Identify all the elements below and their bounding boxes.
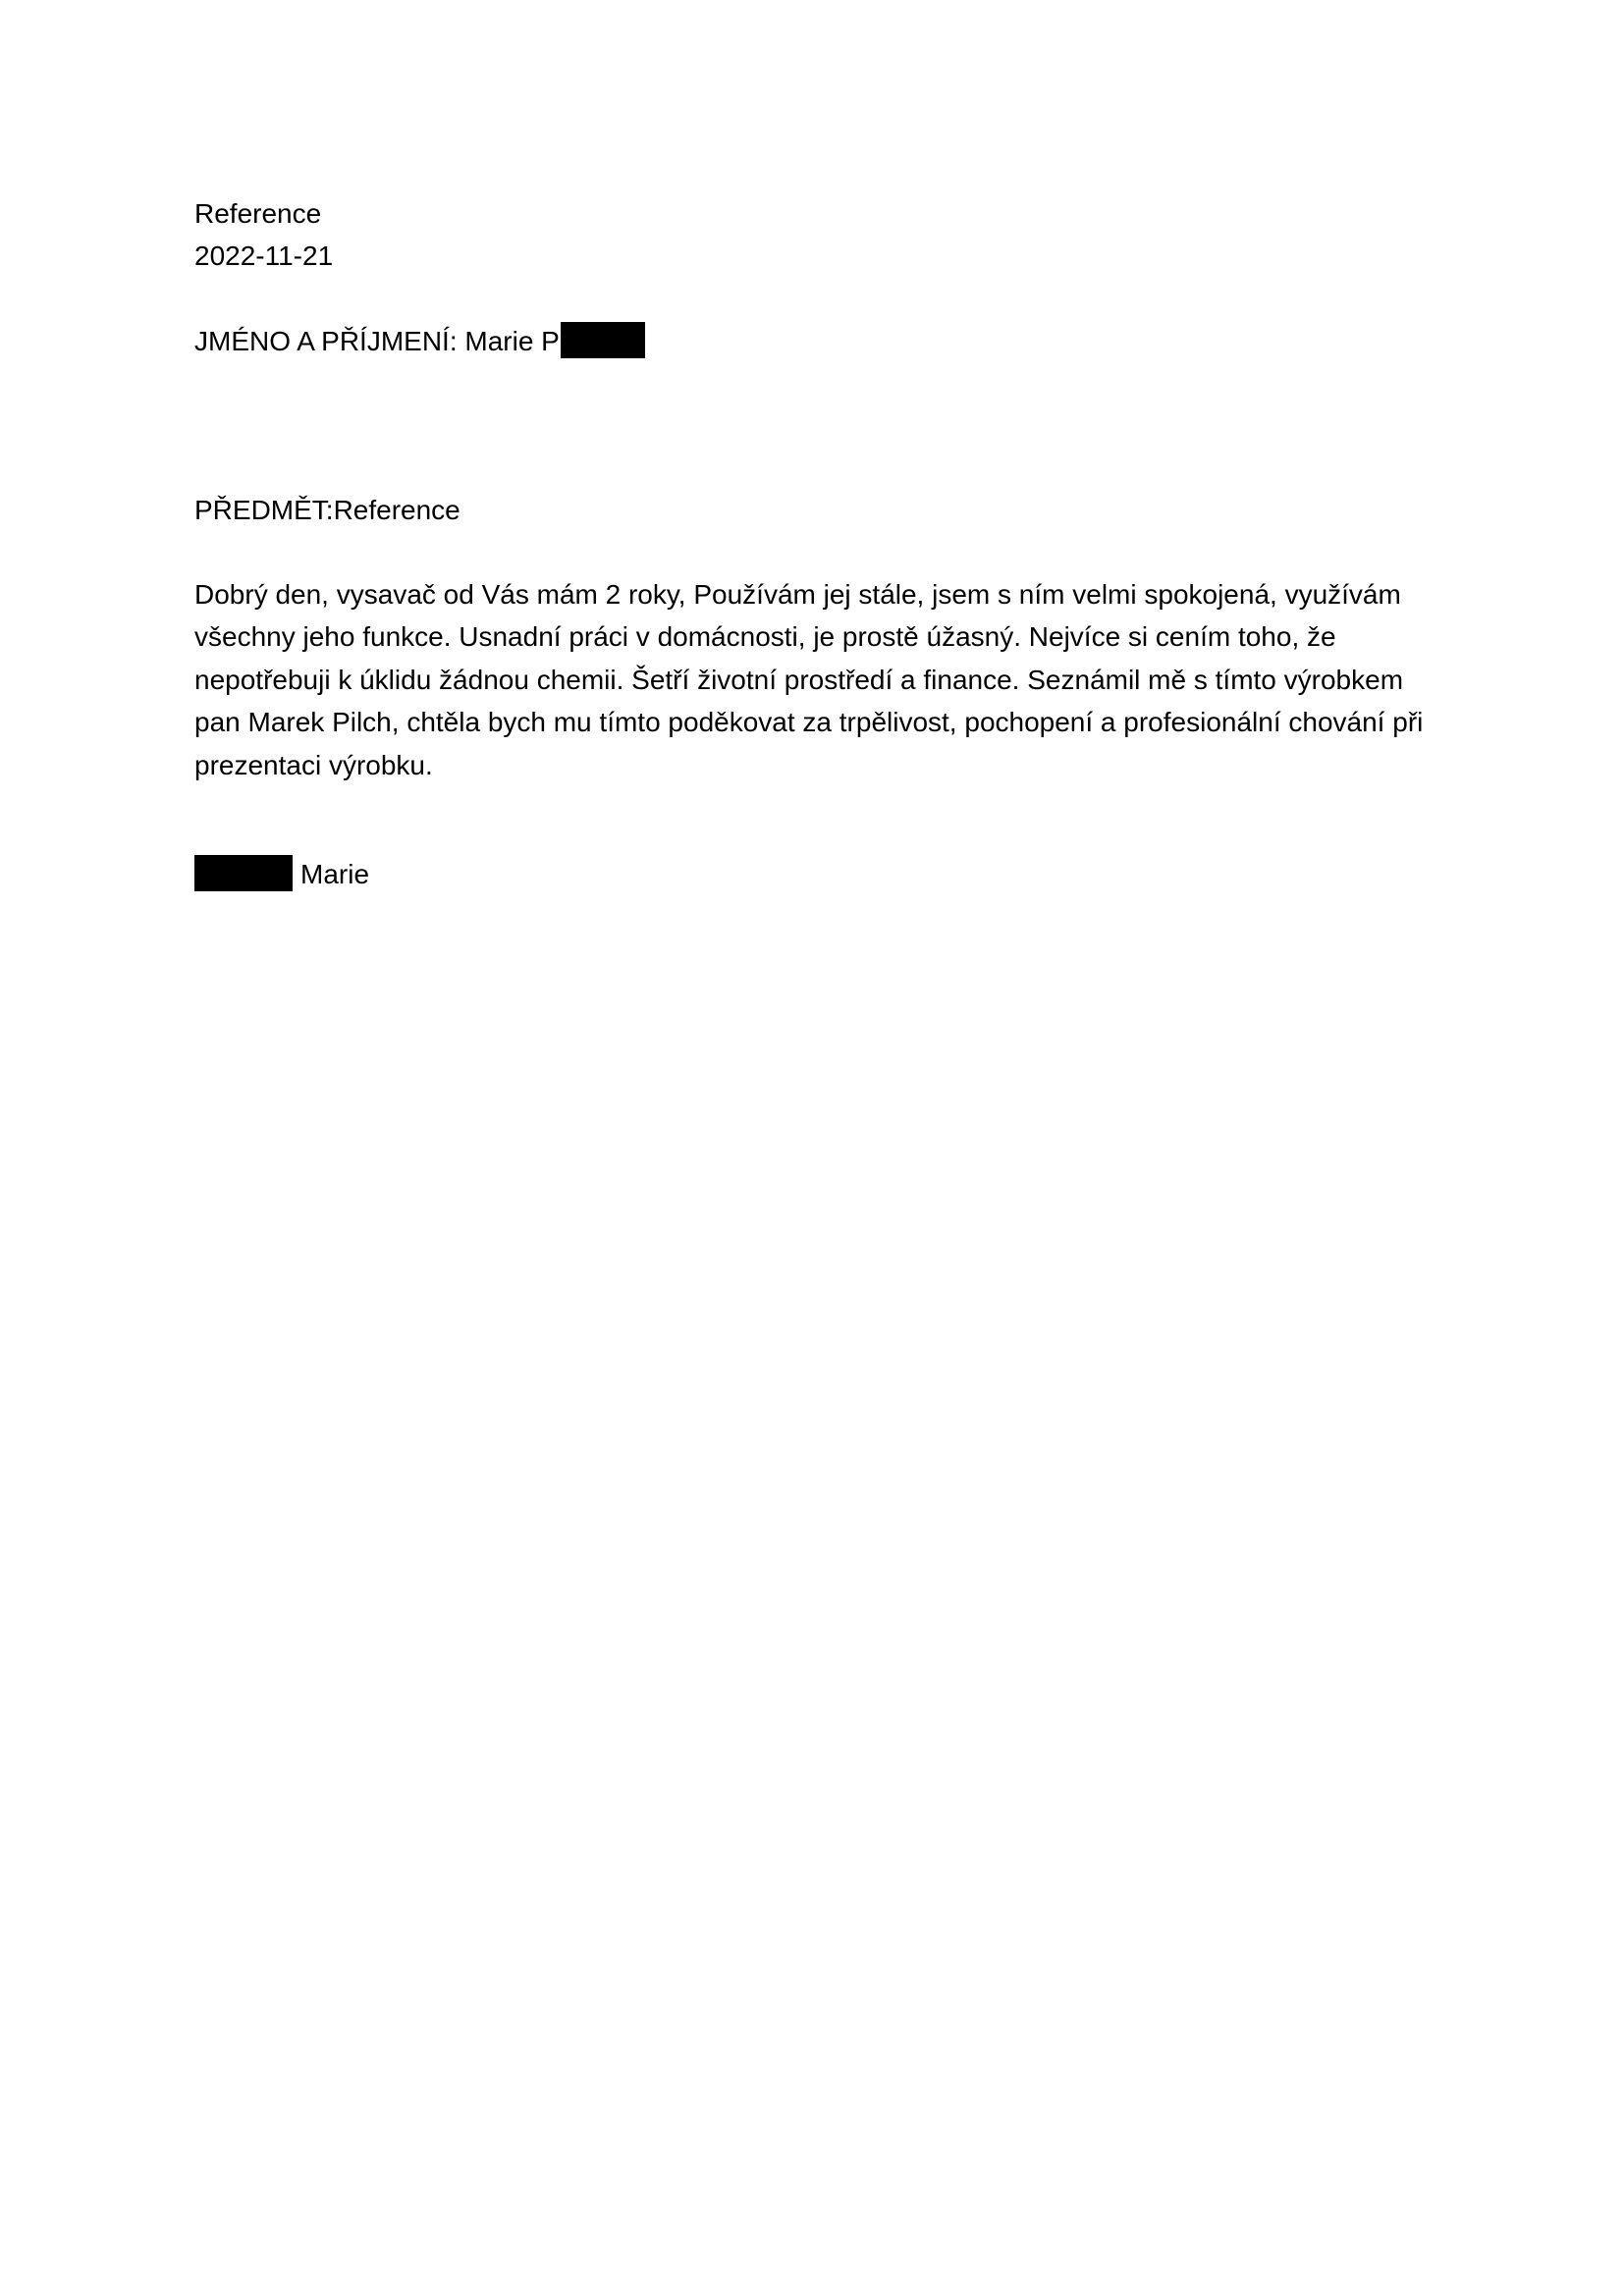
redacted-surname xyxy=(561,322,645,358)
signature xyxy=(194,853,369,895)
body-line: Dobrý den, vysavač od Vás mám 2 roky, Používám jej stále, jsem s ním velmi spokojená, využívám xyxy=(194,579,1401,610)
document-date: 2022-11-21 xyxy=(194,240,334,271)
body-line: nepotřebuji k úklidu žádnou chemii. Šetří životní prostředí a finance. Seznámil mě s tímto výrobkem xyxy=(194,664,1404,695)
body-line: prezentaci výrobku. xyxy=(194,749,433,780)
body-line: všechny jeho funkce. Usnadní práci v domácnosti, je prostě úžasný. Nejvíce si cením toho, že xyxy=(194,621,1336,653)
name-field xyxy=(194,320,645,362)
letter-body xyxy=(194,573,1451,786)
document-title: Reference xyxy=(194,198,322,229)
redacted-signature-surname xyxy=(194,855,293,891)
signature-name: Marie xyxy=(300,859,370,889)
subject-line: PŘEDMĚT:Reference xyxy=(194,495,460,525)
name-label: JMÉNO A PŘÍJMENÍ: Marie P xyxy=(194,326,560,356)
body-line: pan Marek Pilch, chtěla bych mu tímto poděkovat za trpělivost, pochopení a profesionální chování při xyxy=(194,707,1424,738)
